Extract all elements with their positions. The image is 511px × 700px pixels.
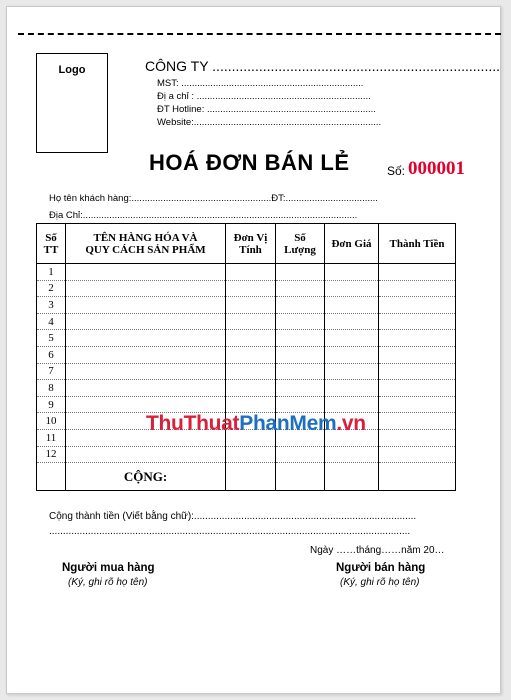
price-cell[interactable]	[325, 346, 379, 363]
logo-label: Logo	[58, 64, 86, 76]
unit-cell[interactable]	[226, 446, 276, 463]
total-amount-cell[interactable]	[379, 463, 456, 491]
amount-dots-line: ..................................................................................................................................	[49, 526, 411, 537]
table-row	[37, 446, 456, 463]
quantity-cell[interactable]	[276, 280, 325, 297]
row-number: 11	[37, 429, 66, 446]
price-cell[interactable]	[325, 264, 379, 281]
table-row	[37, 297, 456, 314]
row-number: 4	[37, 313, 66, 330]
watermark-part-1: ThuThuat	[146, 412, 240, 435]
product-cell[interactable]	[66, 330, 226, 347]
total-label: CỘNG:	[66, 463, 226, 491]
seller-note: (Ký, ghi rõ họ tên)	[340, 577, 420, 588]
table-row	[37, 396, 456, 413]
cut-line	[18, 33, 501, 35]
quantity-cell[interactable]	[276, 264, 325, 281]
price-cell[interactable]	[325, 297, 379, 314]
row-number: 8	[37, 380, 66, 397]
buyer-title: Người mua hàng	[62, 562, 155, 574]
row-number: 5	[37, 330, 66, 347]
unit-cell[interactable]	[226, 297, 276, 314]
amount-cell[interactable]	[379, 429, 456, 446]
buyer-note: (Ký, ghi rõ họ tên)	[68, 577, 148, 588]
row-number: 6	[37, 346, 66, 363]
total-quantity-cell[interactable]	[276, 463, 325, 491]
product-cell[interactable]	[66, 363, 226, 380]
price-cell[interactable]	[325, 363, 379, 380]
product-cell[interactable]	[66, 446, 226, 463]
table-row	[37, 313, 456, 330]
tax-code-line: MST: .....................................................................	[157, 78, 364, 89]
company-name: CÔNG TY ..........................................................................	[145, 58, 500, 74]
amount-cell[interactable]	[379, 313, 456, 330]
row-number: 10	[37, 413, 66, 430]
total-price-cell	[325, 463, 379, 491]
row-number: 3	[37, 297, 66, 314]
address-line: Đị a chỉ : ..................................................................	[157, 91, 371, 102]
logo-box	[36, 53, 108, 153]
unit-cell[interactable]	[226, 363, 276, 380]
price-cell[interactable]	[325, 330, 379, 347]
amount-cell[interactable]	[379, 363, 456, 380]
unit-cell[interactable]	[226, 396, 276, 413]
unit-cell[interactable]	[226, 264, 276, 281]
price-cell[interactable]	[325, 446, 379, 463]
row-number: 7	[37, 363, 66, 380]
invoice-title: HOÁ ĐƠN BÁN LẺ	[149, 150, 350, 175]
product-cell[interactable]	[66, 380, 226, 397]
col-header-product: TÊN HÀNG HÓA VÀ QUY CÁCH SẢN PHẨM	[66, 224, 226, 264]
product-cell[interactable]	[66, 313, 226, 330]
price-cell[interactable]	[325, 280, 379, 297]
customer-name-line: Họ tên khách hàng:.....................................................ĐT:...................................	[49, 193, 378, 204]
col-header-amount: Thành Tiền	[379, 224, 456, 264]
amount-cell[interactable]	[379, 264, 456, 281]
amount-in-words-line: Cộng thành tiền (Viết bằng chữ):................................................................................	[49, 511, 417, 522]
invoice-number: 000001	[408, 158, 465, 179]
quantity-cell[interactable]	[276, 380, 325, 397]
amount-cell[interactable]	[379, 346, 456, 363]
unit-cell[interactable]	[226, 346, 276, 363]
col-header-price: Đơn Giá	[325, 224, 379, 264]
amount-cell[interactable]	[379, 330, 456, 347]
total-unit-cell	[226, 463, 276, 491]
date-line: Ngày ……tháng……năm 20…	[310, 545, 445, 556]
quantity-cell[interactable]	[276, 297, 325, 314]
unit-cell[interactable]	[226, 280, 276, 297]
total-empty-cell	[37, 463, 66, 491]
row-number: 9	[37, 396, 66, 413]
amount-cell[interactable]	[379, 297, 456, 314]
col-header-unit: Đơn Vị Tính	[226, 224, 276, 264]
price-cell[interactable]	[325, 396, 379, 413]
customer-address-line: Địa Chỉ:........................................................................................................	[49, 210, 358, 221]
quantity-cell[interactable]	[276, 396, 325, 413]
quantity-cell[interactable]	[276, 363, 325, 380]
price-cell[interactable]	[325, 380, 379, 397]
amount-cell[interactable]	[379, 280, 456, 297]
website-line: Website:.......................................................................	[157, 117, 382, 128]
product-cell[interactable]	[66, 396, 226, 413]
amount-cell[interactable]	[379, 396, 456, 413]
amount-cell[interactable]	[379, 380, 456, 397]
total-row	[37, 463, 456, 491]
watermark	[146, 412, 366, 436]
unit-cell[interactable]	[226, 313, 276, 330]
row-number: 1	[37, 264, 66, 281]
seller-title: Người bán hàng	[336, 562, 426, 574]
table-row	[37, 363, 456, 380]
table-row	[37, 380, 456, 397]
amount-cell[interactable]	[379, 413, 456, 430]
row-number: 12	[37, 446, 66, 463]
row-number: 2	[37, 280, 66, 297]
invoice-number-label: Số:	[387, 164, 406, 178]
product-cell[interactable]	[66, 297, 226, 314]
product-cell[interactable]	[66, 346, 226, 363]
items-table	[36, 223, 456, 491]
watermark-part-2: PhanMem	[239, 412, 337, 435]
table-row	[37, 280, 456, 297]
watermark-part-3: .vn	[336, 412, 366, 435]
hotline-line: ĐT Hotline: ................................................................	[157, 104, 376, 115]
table-row	[37, 330, 456, 347]
table-row	[37, 264, 456, 281]
unit-cell[interactable]	[226, 380, 276, 397]
product-cell[interactable]	[66, 280, 226, 297]
quantity-cell[interactable]	[276, 446, 325, 463]
quantity-cell[interactable]	[276, 346, 325, 363]
col-header-quantity: Số Lượng	[276, 224, 325, 264]
quantity-cell[interactable]	[276, 330, 325, 347]
price-cell[interactable]	[325, 313, 379, 330]
col-header-stt: Số TT	[37, 224, 66, 264]
unit-cell[interactable]	[226, 330, 276, 347]
table-row	[37, 346, 456, 363]
quantity-cell[interactable]	[276, 313, 325, 330]
table-header-row	[37, 224, 456, 264]
product-cell[interactable]	[66, 264, 226, 281]
amount-cell[interactable]	[379, 446, 456, 463]
